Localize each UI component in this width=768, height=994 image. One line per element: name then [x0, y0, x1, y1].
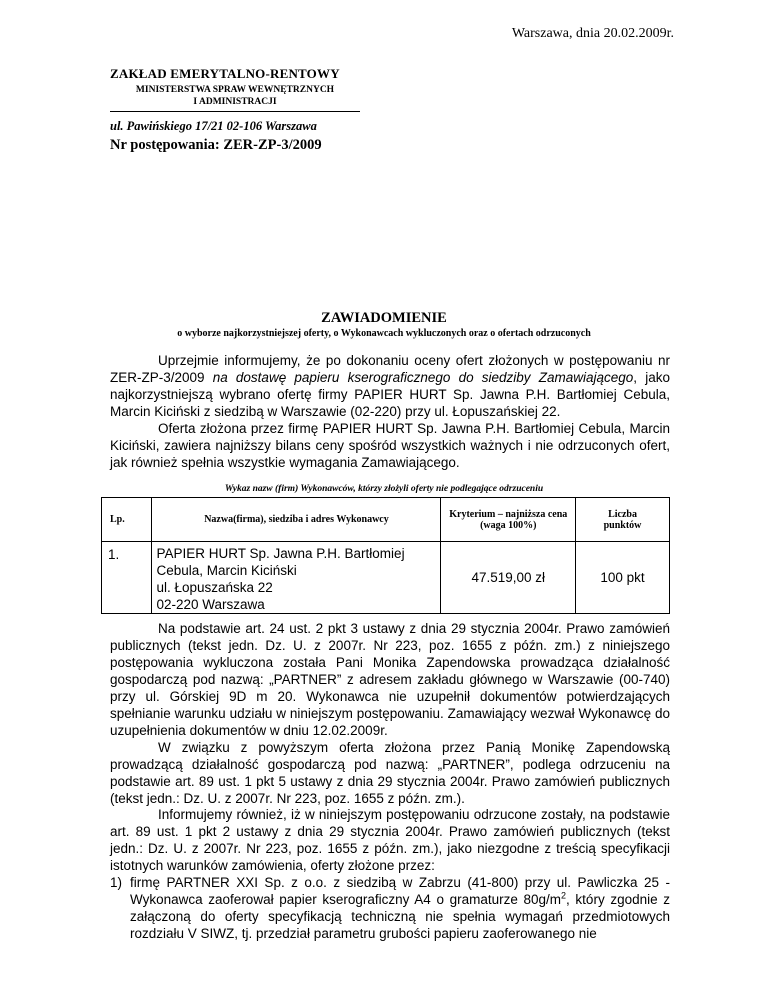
paragraph-selection-part-a: Uprzejmie informujemy, że po dokonaniu oceny ofert złożonych w postępowaniu nr ZER-ZP-3/2009: [110, 353, 670, 385]
paragraph-selection-part-c: , jako najkorzystniejszą wybrano ofertę firmy PAPIER HURT Sp. Jawna P.H. Bartłomiej Cebula, Marcin Kiciński z siedzibą w Warszawie (02-220) przy ul. Łopuszańskiej 22.: [110, 370, 670, 419]
paragraph-rejection-partner: W związku z powyższym oferta złożona przez Panią Monikę Zapendowską prowadzącą działalność gospodarczą pod nazwą: „PARTNER”, podlega odrzuceniu na podstawie art. 89 ust. 1 pkt 5 ustawy z dnia 29 stycznia 2004r. Prawo zamówień publicznych (tekst jedn.: Dz. U. z 2007r. Nr 223, poz. 1655 z późn. zm.).: [110, 740, 670, 806]
cell-lp: 1.: [102, 542, 152, 614]
cell-points: 100 pkt: [576, 542, 670, 614]
header-criterion-line-1: Kryterium – najniższa cena: [449, 508, 568, 520]
header-points-line-2: punktów: [603, 519, 642, 531]
document-title: ZAWIADOMIENIE: [321, 310, 447, 326]
header-lp: Lp.: [102, 498, 152, 542]
list-item-text-b: , który zgodnie z załączoną do oferty specyfikacją techniczną nie spełnia wymagań przedmiotowych rozdziału V SIWZ, tj. przedział parametru grubości papieru zaoferowanego nie: [130, 892, 671, 941]
header-points-line-1: Liczba: [608, 508, 637, 520]
ministry-line-1: MINISTERSTWA SPRAW WEWNĘTRZNYCH: [135, 85, 335, 95]
organization-address: ul. Pawińskiego 17/21 02-106 Warszawa: [110, 119, 317, 133]
contractor-line-4: 02-220 Warszawa: [156, 597, 265, 612]
organization-header: [110, 66, 360, 134]
contractor-line-3: ul. Łopuszańska 22: [156, 580, 273, 595]
ministry-line-2: I ADMINISTRACJI: [193, 97, 277, 107]
list-item-text-a: firmę PARTNER XXI Sp. z o.o. z siedzibą w Zabrzu (41-800) przy ul. Pawliczka 25 - Wykonawca zaoferował papier kserograficzny A4 o gramaturze 80g/m: [130, 875, 670, 907]
list-item-text: [130, 874, 670, 942]
table-row: [102, 542, 670, 614]
contractor-line-1: PAPIER HURT Sp. Jawna P.H. Bartłomiej: [156, 546, 405, 561]
cell-price: 47.519,00 zł: [441, 542, 576, 614]
paragraph-justification: Oferta złożona przez firmę PAPIER HURT Sp. Jawna P.H. Bartłomiej Cebula, Marcin Kiciński, zawiera najniższy bilans ceny spośród wszystkich ważnych i nie odrzuconych ofert, jak również spełnia wszystkie wymagania Zamawiającego.: [110, 421, 670, 470]
header-divider: [110, 111, 360, 112]
paragraph-exclusion: Na podstawie art. 24 ust. 2 pkt 3 ustawy z dnia 29 stycznia 2004r. Prawo zamówień publicznych (tekst jedn. Dz. U. z 2007r. Nr 223, poz. 1655 z późn. zm.) z niniejszego postępowania wykluczona została Pani Monika Zapendowska prowadząca działalność gospodarczą pod nazwą: „PARTNER” z adresem zakładu głównego w Warszawie (00-740) przy ul. Górskiej 9D m 20. Wykonawca nie uzupełnił dokumentów potwierdzających spełnianie warunku udziału w niniejszym postępowaniu. Zamawiający wezwał Wykonawcę do uzupełnienia dokumentów w dniu 12.02.2009r.: [110, 621, 670, 738]
list-item-superscript: 2: [561, 890, 567, 901]
ministry-name: [110, 84, 360, 108]
header-contractor-name: Nazwa(firma), siedziba i adres Wykonawcy: [152, 498, 441, 542]
organization-name: ZAKŁAD EMERYTALNO-RENTOWY: [110, 66, 340, 81]
offers-table: [101, 497, 670, 614]
date-line: Warszawa, dnia 20.02.2009r.: [511, 26, 674, 41]
table-caption: Wykaz nazw (firm) Wykonawców, którzy złożyli oferty nie podlegające odrzuceniu: [224, 484, 544, 494]
paragraph-selection-subject: na dostawę papieru kserograficznego do siedziby Zamawiającego: [212, 370, 634, 385]
list-item-number: 1): [110, 875, 123, 890]
list-item: [110, 874, 670, 942]
header-points: [576, 498, 670, 542]
case-number: Nr postępowania: ZER-ZP-3/2009: [110, 137, 322, 153]
table-header-row: [102, 498, 670, 542]
contractor-line-2: Cebula, Marcin Kiciński: [156, 563, 297, 578]
header-criterion-line-2: (waga 100%): [480, 519, 537, 531]
paragraph-rejected-offers: Informujemy również, iż w niniejszym postępowaniu odrzucone zostały, na podstawie art. 89 ust. 1 pkt 2 ustawy z dnia 29 stycznia 2004r. Prawo zamówień publicznych (tekst jedn.: Dz. U. z 2007r. Nr 223, poz. 1655 z późn. zm.), jako niezgodne z treścią specyfikacji istotnych warunków zamówienia, oferty złożone przez:: [110, 807, 670, 873]
cell-contractor: [152, 542, 441, 614]
header-criterion: [441, 498, 576, 542]
document-subtitle: o wyborze najkorzystniejszej oferty, o Wykonawcach wykluczonych oraz o ofertach odrzuconych: [177, 328, 591, 339]
paragraph-selection: [110, 352, 670, 420]
